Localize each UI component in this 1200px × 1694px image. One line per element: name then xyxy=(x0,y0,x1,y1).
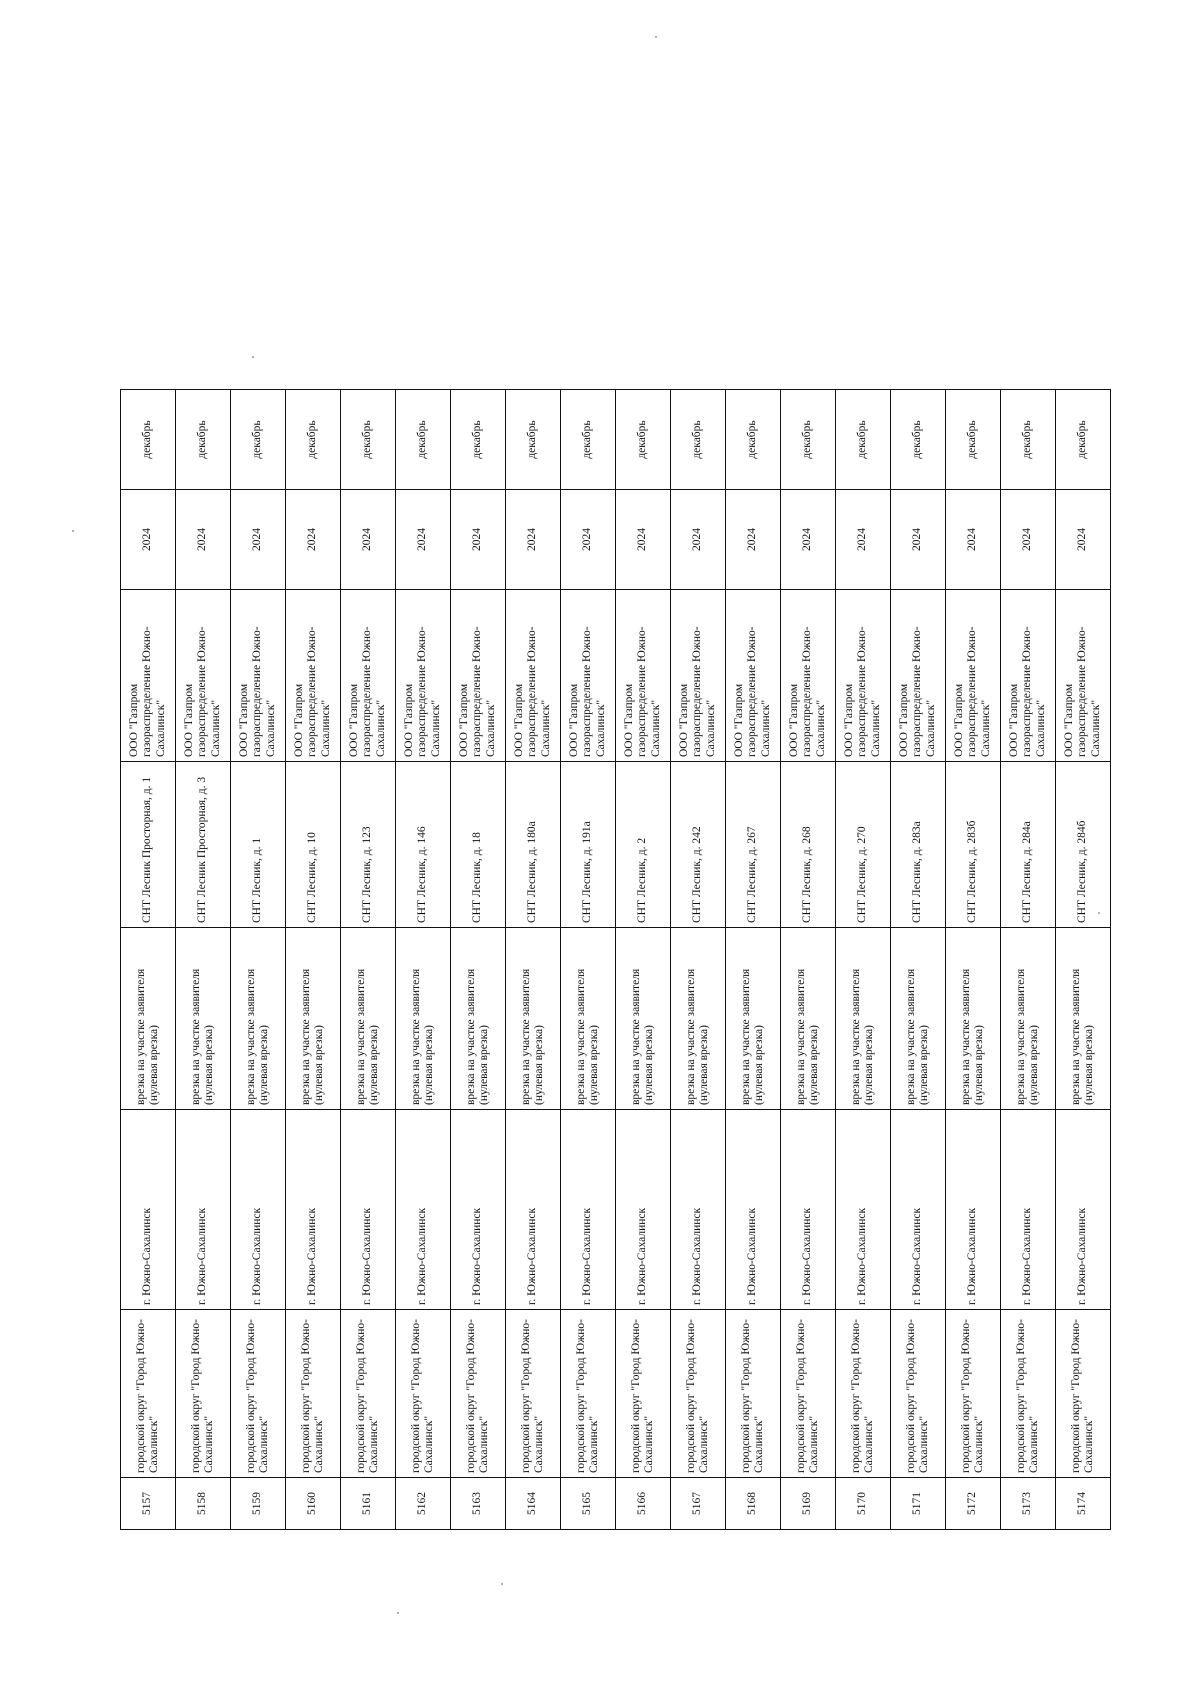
rotated-table-container xyxy=(120,390,1102,1530)
row-number: 5170 xyxy=(836,1478,891,1530)
year-cell: 2024 xyxy=(781,490,836,590)
address-cell: СНТ Лесник, д. 267 xyxy=(726,762,781,928)
row-number: 5157 xyxy=(121,1478,176,1530)
table-row xyxy=(1056,390,1111,1530)
table-row xyxy=(1001,390,1056,1530)
table-row xyxy=(341,390,396,1530)
work-type-cell: врезка на участке заявителя (нулевая врезка) xyxy=(561,928,616,1110)
year-cell: 2024 xyxy=(616,490,671,590)
address-cell: СНТ Лесник, д. 18 xyxy=(451,762,506,928)
row-number: 5159 xyxy=(231,1478,286,1530)
month-cell: декабрь xyxy=(1056,390,1111,490)
municipality-cell: городской округ "Город Южно-Сахалинск" xyxy=(561,1310,616,1478)
year-cell: 2024 xyxy=(836,490,891,590)
municipality-cell: городской округ "Город Южно-Сахалинск" xyxy=(781,1310,836,1478)
year-cell: 2024 xyxy=(891,490,946,590)
month-cell: декабрь xyxy=(451,390,506,490)
work-type-cell: врезка на участке заявителя (нулевая врезка) xyxy=(891,928,946,1110)
city-cell: г. Южно-Сахалинск xyxy=(341,1110,396,1310)
municipality-cell: городской округ "Город Южно-Сахалинск" xyxy=(506,1310,561,1478)
organization-cell: ООО "Газпром газораспределение Южно-Сахалинск" xyxy=(891,590,946,762)
municipality-cell: городской округ "Город Южно-Сахалинск" xyxy=(1056,1310,1111,1478)
month-cell: декабрь xyxy=(726,390,781,490)
row-number: 5167 xyxy=(671,1478,726,1530)
year-cell: 2024 xyxy=(671,490,726,590)
year-cell: 2024 xyxy=(1056,490,1111,590)
address-cell: СНТ Лесник, д. 284а xyxy=(1001,762,1056,928)
rotated-table-area xyxy=(120,390,1102,1530)
work-type-cell: врезка на участке заявителя (нулевая врезка) xyxy=(451,928,506,1110)
address-cell: СНТ Лесник, д. 284б xyxy=(1056,762,1111,928)
organization-cell: ООО "Газпром газораспределение Южно-Сахалинск" xyxy=(726,590,781,762)
organization-cell: ООО "Газпром газораспределение Южно-Сахалинск" xyxy=(946,590,1001,762)
year-cell: 2024 xyxy=(396,490,451,590)
municipality-cell: городской округ "Город Южно-Сахалинск" xyxy=(231,1310,286,1478)
scan-speck xyxy=(397,1612,399,1614)
month-cell: декабрь xyxy=(231,390,286,490)
table-row xyxy=(671,390,726,1530)
work-type-cell: врезка на участке заявителя (нулевая врезка) xyxy=(616,928,671,1110)
municipality-cell: городской округ "Город Южно-Сахалинск" xyxy=(286,1310,341,1478)
month-cell: декабрь xyxy=(341,390,396,490)
work-type-cell: врезка на участке заявителя (нулевая врезка) xyxy=(341,928,396,1110)
row-number: 5169 xyxy=(781,1478,836,1530)
table-row xyxy=(396,390,451,1530)
scan-speck xyxy=(655,36,657,38)
organization-cell: ООО "Газпром газораспределение Южно-Сахалинск" xyxy=(451,590,506,762)
organization-cell: ООО "Газпром газораспределение Южно-Сахалинск" xyxy=(506,590,561,762)
municipality-cell: городской округ "Город Южно-Сахалинск" xyxy=(891,1310,946,1478)
scan-speck xyxy=(501,1583,503,1585)
work-type-cell: врезка на участке заявителя (нулевая врезка) xyxy=(1056,928,1111,1110)
year-cell: 2024 xyxy=(1001,490,1056,590)
address-cell: СНТ Лесник, д. 2 xyxy=(616,762,671,928)
month-cell: декабрь xyxy=(891,390,946,490)
month-cell: декабрь xyxy=(176,390,231,490)
work-type-cell: врезка на участке заявителя (нулевая врезка) xyxy=(946,928,1001,1110)
work-type-cell: врезка на участке заявителя (нулевая врезка) xyxy=(286,928,341,1110)
scan-speck xyxy=(252,356,254,358)
municipality-cell: городской округ "Город Южно-Сахалинск" xyxy=(451,1310,506,1478)
organization-cell: ООО "Газпром газораспределение Южно-Сахалинск" xyxy=(616,590,671,762)
address-cell: СНТ Лесник, д. 10 xyxy=(286,762,341,928)
work-type-cell: врезка на участке заявителя (нулевая врезка) xyxy=(726,928,781,1110)
year-cell: 2024 xyxy=(286,490,341,590)
municipality-cell: городской округ "Город Южно-Сахалинск" xyxy=(836,1310,891,1478)
work-type-cell: врезка на участке заявителя (нулевая врезка) xyxy=(506,928,561,1110)
row-number: 5158 xyxy=(176,1478,231,1530)
city-cell: г. Южно-Сахалинск xyxy=(561,1110,616,1310)
month-cell: декабрь xyxy=(781,390,836,490)
month-cell: декабрь xyxy=(396,390,451,490)
city-cell: г. Южно-Сахалинск xyxy=(671,1110,726,1310)
city-cell: г. Южно-Сахалинск xyxy=(781,1110,836,1310)
municipality-cell: городской округ "Город Южно-Сахалинск" xyxy=(671,1310,726,1478)
address-cell: СНТ Лесник, д. 283а xyxy=(891,762,946,928)
table-row xyxy=(836,390,891,1530)
organization-cell: ООО "Газпром газораспределение Южно-Сахалинск" xyxy=(1001,590,1056,762)
scan-speck xyxy=(72,530,74,532)
city-cell: г. Южно-Сахалинск xyxy=(1001,1110,1056,1310)
city-cell: г. Южно-Сахалинск xyxy=(891,1110,946,1310)
work-type-cell: врезка на участке заявителя (нулевая врезка) xyxy=(231,928,286,1110)
row-number: 5173 xyxy=(1001,1478,1056,1530)
table-row xyxy=(176,390,231,1530)
municipality-cell: городской округ "Город Южно-Сахалинск" xyxy=(341,1310,396,1478)
table-row xyxy=(616,390,671,1530)
table-row xyxy=(561,390,616,1530)
city-cell: г. Южно-Сахалинск xyxy=(451,1110,506,1310)
year-cell: 2024 xyxy=(451,490,506,590)
work-type-cell: врезка на участке заявителя (нулевая врезка) xyxy=(396,928,451,1110)
address-cell: СНТ Лесник, д. 123 xyxy=(341,762,396,928)
month-cell: декабрь xyxy=(671,390,726,490)
city-cell: г. Южно-Сахалинск xyxy=(506,1110,561,1310)
row-number: 5165 xyxy=(561,1478,616,1530)
year-cell: 2024 xyxy=(121,490,176,590)
organization-cell: ООО "Газпром газораспределение Южно-Сахалинск" xyxy=(396,590,451,762)
row-number: 5163 xyxy=(451,1478,506,1530)
city-cell: г. Южно-Сахалинск xyxy=(836,1110,891,1310)
organization-cell: ООО "Газпром газораспределение Южно-Сахалинск" xyxy=(231,590,286,762)
year-cell: 2024 xyxy=(561,490,616,590)
month-cell: декабрь xyxy=(836,390,891,490)
row-number: 5171 xyxy=(891,1478,946,1530)
month-cell: декабрь xyxy=(561,390,616,490)
organization-cell: ООО "Газпром газораспределение Южно-Сахалинск" xyxy=(836,590,891,762)
month-cell: декабрь xyxy=(286,390,341,490)
address-cell: СНТ Лесник, д. 180а xyxy=(506,762,561,928)
municipality-cell: городской округ "Город Южно-Сахалинск" xyxy=(1001,1310,1056,1478)
municipality-cell: городской округ "Город Южно-Сахалинск" xyxy=(396,1310,451,1478)
table-row xyxy=(781,390,836,1530)
month-cell: декабрь xyxy=(506,390,561,490)
table-row xyxy=(121,390,176,1530)
table-row xyxy=(946,390,1001,1530)
work-type-cell: врезка на участке заявителя (нулевая врезка) xyxy=(671,928,726,1110)
address-cell: СНТ Лесник, д. 283б xyxy=(946,762,1001,928)
year-cell: 2024 xyxy=(506,490,561,590)
city-cell: г. Южно-Сахалинск xyxy=(121,1110,176,1310)
municipality-cell: городской округ "Город Южно-Сахалинск" xyxy=(946,1310,1001,1478)
city-cell: г. Южно-Сахалинск xyxy=(616,1110,671,1310)
table-row xyxy=(891,390,946,1530)
work-type-cell: врезка на участке заявителя (нулевая врезка) xyxy=(176,928,231,1110)
row-number: 5174 xyxy=(1056,1478,1111,1530)
table-row xyxy=(506,390,561,1530)
work-type-cell: врезка на участке заявителя (нулевая врезка) xyxy=(1001,928,1056,1110)
month-cell: декабрь xyxy=(121,390,176,490)
work-type-cell: врезка на участке заявителя (нулевая врезка) xyxy=(781,928,836,1110)
table-body xyxy=(121,390,1111,1530)
row-number: 5168 xyxy=(726,1478,781,1530)
organization-cell: ООО "Газпром газораспределение Южно-Сахалинск" xyxy=(286,590,341,762)
organization-cell: ООО "Газпром газораспределение Южно-Сахалинск" xyxy=(1056,590,1111,762)
organization-cell: ООО "Газпром газораспределение Южно-Сахалинск" xyxy=(341,590,396,762)
organization-cell: ООО "Газпром газораспределение Южно-Сахалинск" xyxy=(781,590,836,762)
organization-cell: ООО "Газпром газораспределение Южно-Сахалинск" xyxy=(561,590,616,762)
organization-cell: ООО "Газпром газораспределение Южно-Сахалинск" xyxy=(121,590,176,762)
table-row xyxy=(231,390,286,1530)
row-number: 5164 xyxy=(506,1478,561,1530)
month-cell: декабрь xyxy=(946,390,1001,490)
municipality-cell: городской округ "Город Южно-Сахалинск" xyxy=(121,1310,176,1478)
city-cell: г. Южно-Сахалинск xyxy=(946,1110,1001,1310)
work-type-cell: врезка на участке заявителя (нулевая врезка) xyxy=(836,928,891,1110)
year-cell: 2024 xyxy=(176,490,231,590)
year-cell: 2024 xyxy=(726,490,781,590)
month-cell: декабрь xyxy=(616,390,671,490)
row-number: 5172 xyxy=(946,1478,1001,1530)
month-cell: декабрь xyxy=(1001,390,1056,490)
address-cell: СНТ Лесник Просторная, д. 1 xyxy=(121,762,176,928)
municipality-cell: городской округ "Город Южно-Сахалинск" xyxy=(176,1310,231,1478)
year-cell: 2024 xyxy=(341,490,396,590)
municipality-cell: городской округ "Город Южно-Сахалинск" xyxy=(726,1310,781,1478)
address-cell: СНТ Лесник Просторная, д. 3 xyxy=(176,762,231,928)
address-cell: СНТ Лесник, д. 146 xyxy=(396,762,451,928)
address-cell: СНТ Лесник, д. 1 xyxy=(231,762,286,928)
year-cell: 2024 xyxy=(231,490,286,590)
city-cell: г. Южно-Сахалинск xyxy=(286,1110,341,1310)
address-cell: СНТ Лесник, д. 268 xyxy=(781,762,836,928)
table-row xyxy=(451,390,506,1530)
city-cell: г. Южно-Сахалинск xyxy=(726,1110,781,1310)
city-cell: г. Южно-Сахалинск xyxy=(231,1110,286,1310)
city-cell: г. Южно-Сахалинск xyxy=(396,1110,451,1310)
city-cell: г. Южно-Сахалинск xyxy=(1056,1110,1111,1310)
organization-cell: ООО "Газпром газораспределение Южно-Сахалинск" xyxy=(176,590,231,762)
municipality-cell: городской округ "Город Южно-Сахалинск" xyxy=(616,1310,671,1478)
row-number: 5161 xyxy=(341,1478,396,1530)
gasification-schedule-table xyxy=(120,389,1111,1530)
address-cell: СНТ Лесник, д. 270 xyxy=(836,762,891,928)
address-cell: СНТ Лесник, д. 242 xyxy=(671,762,726,928)
row-number: 5160 xyxy=(286,1478,341,1530)
city-cell: г. Южно-Сахалинск xyxy=(176,1110,231,1310)
work-type-cell: врезка на участке заявителя (нулевая врезка) xyxy=(121,928,176,1110)
table-row xyxy=(726,390,781,1530)
row-number: 5166 xyxy=(616,1478,671,1530)
organization-cell: ООО "Газпром газораспределение Южно-Сахалинск" xyxy=(671,590,726,762)
year-cell: 2024 xyxy=(946,490,1001,590)
address-cell: СНТ Лесник, д. 191а xyxy=(561,762,616,928)
table-row xyxy=(286,390,341,1530)
row-number: 5162 xyxy=(396,1478,451,1530)
